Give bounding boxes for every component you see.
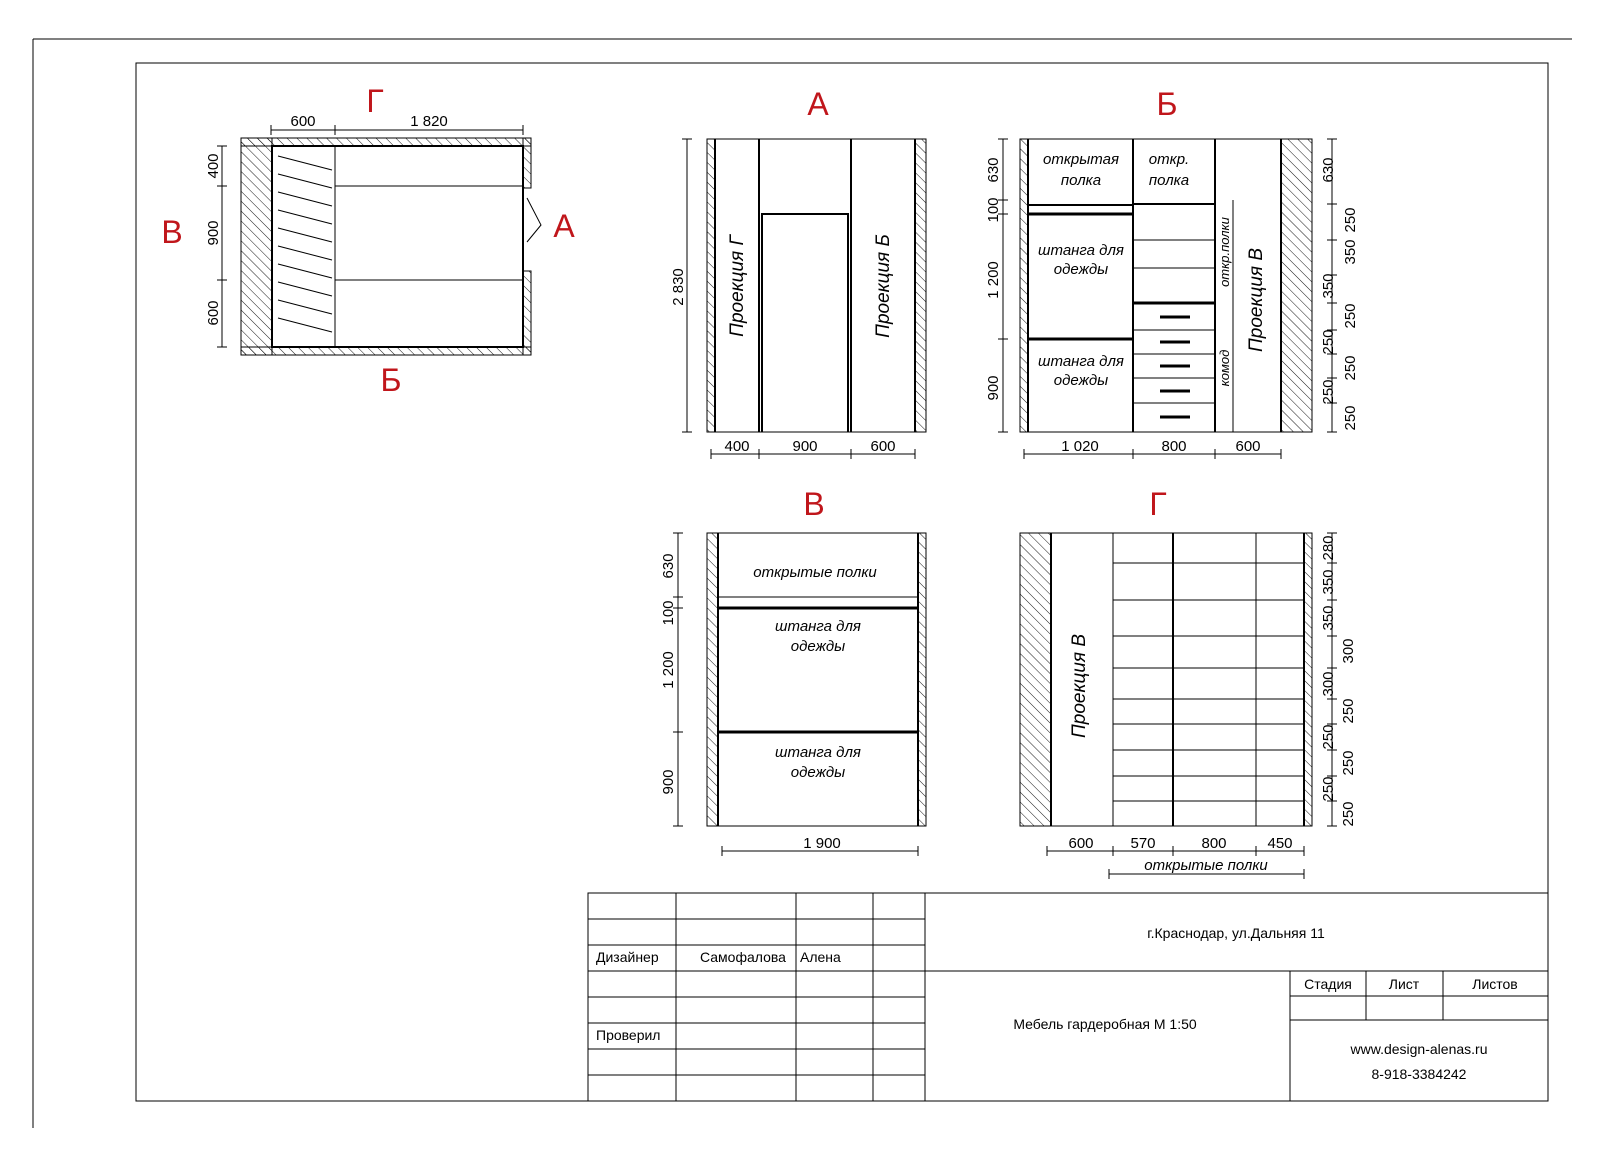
view-a-right-projection: Проекция Б [873, 234, 894, 338]
view-g-bottom-dim-3: 800 [1201, 835, 1227, 852]
view-b-right-dim: 250 [1320, 329, 1337, 355]
view-g-right-dim: 280 [1320, 535, 1337, 561]
view-b-rod1-line2: одежды [1053, 261, 1109, 278]
plan-label-bottom: Б [380, 362, 402, 398]
view-b-shelf-left-line1: открытая [1043, 151, 1119, 168]
designer-role: Дизайнер [596, 949, 659, 965]
view-b-bottom-dim-3: 600 [1235, 438, 1261, 455]
checked-role: Проверил [596, 1027, 661, 1043]
plan-dim-left-2: 900 [205, 220, 222, 246]
plan-label-right: А [553, 208, 575, 244]
view-b-shelf-left-line2: полка [1060, 172, 1102, 189]
view-b-right-dim: 250 [1320, 379, 1337, 405]
project-address: г.Краснодар, ул.Дальняя 11 [1147, 925, 1325, 941]
view-b-right-dim: 250 [1342, 405, 1359, 431]
view-b-left-dim: 900 [985, 375, 1002, 401]
floor-plan [217, 125, 541, 355]
view-b-bottom-dim-2: 800 [1161, 438, 1187, 455]
view-v-left-dim: 100 [660, 600, 677, 626]
view-a-dim-3: 600 [870, 438, 896, 455]
view-v-rod2-line2: одежды [790, 764, 846, 781]
view-g-projection-label: Проекция В [1069, 634, 1090, 738]
stage-label: Стадия [1304, 976, 1352, 992]
plan-hanger-lines [278, 156, 332, 332]
sheets-label: Листов [1472, 976, 1518, 992]
view-b-right-dim: 250 [1342, 355, 1359, 381]
view-b-left-dim: 1 200 [985, 261, 1002, 299]
view-b-shelf-mid-line2: полка [1148, 172, 1190, 189]
plan-dim-top-2: 1 820 [410, 113, 448, 130]
view-b-side-open-shelves: откр.полки [1217, 217, 1232, 287]
view-a-left-projection: Проекция Г [727, 235, 748, 337]
view-v-rod1-line2: одежды [790, 638, 846, 655]
view-v-left-dim: 1 200 [660, 651, 677, 689]
plan-dim-left-3: 600 [205, 300, 222, 326]
view-b-left-dims [985, 157, 1002, 400]
view-b-shelf-mid-line1: откр. [1148, 151, 1190, 168]
view-v-left-dim: 900 [660, 769, 677, 795]
drawing-name: Мебель гардеробная М 1:50 [1013, 1016, 1197, 1032]
sheet-label: Лист [1388, 976, 1420, 992]
plan-label-left: В [161, 214, 183, 250]
view-v-left-dim: 630 [660, 553, 677, 579]
view-g-bottom-dim-4: 450 [1267, 835, 1293, 852]
view-a-dim-1: 400 [724, 438, 750, 455]
view-b-left-dim: 100 [985, 197, 1002, 223]
view-b-right-dim: 350 [1342, 239, 1359, 265]
view-g-title: Г [1149, 486, 1167, 522]
view-b-projection-label: Проекция В [1246, 248, 1267, 352]
plan-dim-left-1: 400 [205, 153, 222, 179]
view-g-bottom-dim-2: 570 [1130, 835, 1156, 852]
plan-dim-top-1: 600 [290, 113, 316, 130]
website-link[interactable]: www.design-alenas.ru [1350, 1041, 1488, 1057]
view-b-rod2-line2: одежды [1053, 372, 1109, 389]
view-g-right-dim: 250 [1340, 801, 1357, 827]
view-a-height-dim: 2 830 [670, 268, 687, 306]
view-v-elevation [673, 533, 926, 856]
view-v-open-shelves: открытые полки [753, 564, 877, 581]
view-b-right-dim: 250 [1342, 303, 1359, 329]
view-g-right-dim: 250 [1340, 698, 1357, 724]
view-g-bottom-dim-1: 600 [1068, 835, 1094, 852]
view-g-right-dims [1320, 535, 1357, 826]
designer-name: Алена [800, 949, 841, 965]
view-g-right-dim: 250 [1340, 750, 1357, 776]
view-b-right-dim: 250 [1342, 207, 1359, 233]
view-a-dim-2: 900 [792, 438, 818, 455]
view-g-right-dim: 250 [1320, 776, 1337, 802]
view-g-right-dim: 350 [1320, 605, 1337, 631]
view-b-bottom-dim-1: 1 020 [1061, 438, 1099, 455]
view-b-right-dim: 350 [1320, 273, 1337, 299]
view-v-title: В [803, 486, 825, 522]
designer-surname: Самофалова [700, 949, 786, 965]
view-b-rod2-line1: штанга для [1038, 353, 1124, 370]
phone-number: 8-918-3384242 [1371, 1066, 1467, 1082]
view-b-title: Б [1156, 86, 1178, 122]
view-g-right-dim: 250 [1320, 724, 1337, 750]
view-b-left-dim: 630 [985, 157, 1002, 183]
view-b-right-dims [1320, 157, 1359, 430]
view-g-elevation [1020, 533, 1337, 879]
view-v-bottom-dim: 1 900 [803, 835, 841, 852]
view-g-right-dim: 300 [1340, 638, 1357, 664]
view-v-left-dims [660, 553, 677, 794]
view-v-rod1-line1: штанга для [775, 618, 861, 635]
view-g-right-dim: 300 [1320, 671, 1337, 697]
view-b-right-dim: 630 [1320, 157, 1337, 183]
view-g-right-dim: 350 [1320, 569, 1337, 595]
view-b-side-dresser: комод [1217, 349, 1232, 387]
view-v-rod2-line1: штанга для [775, 744, 861, 761]
view-a-title: А [807, 86, 829, 122]
view-b-rod1-line1: штанга для [1038, 242, 1124, 259]
plan-label-top: Г [366, 83, 384, 119]
view-g-open-shelves: открытые полки [1144, 857, 1268, 874]
